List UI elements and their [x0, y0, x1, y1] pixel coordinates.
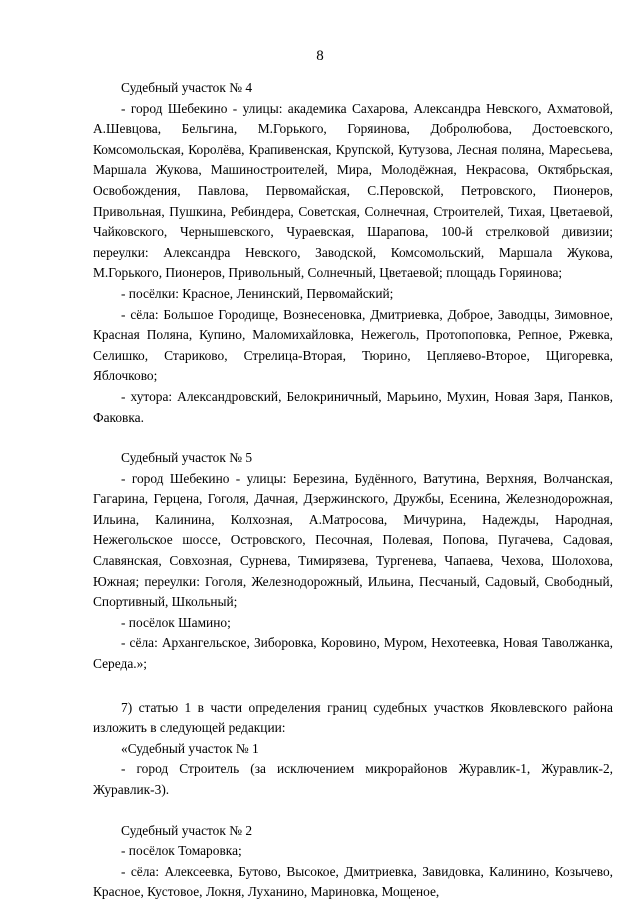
paragraph-city-stroitel: - город Строитель (за исключением микрорайонов Журавлик-1, Журавлик-2, Журавлик-3).: [93, 761, 613, 797]
page-number: 8: [316, 48, 324, 64]
paragraph-settlement-tomarovka: - посёлок Томаровка;: [121, 843, 242, 859]
document-body: [93, 78, 613, 903]
paragraph-settlements-4: - посёлки: Красное, Ленинский, Первомайский;: [121, 285, 394, 301]
paragraph-villages-5: - сёла: Архангельское, Зиборовка, Коровино, Муром, Нехотеевка, Новая Таволжанка, Середа.»;: [93, 635, 613, 672]
paragraph-villages-2: - сёла: Алексеевка, Бутово, Высокое, Дмитриевка, Завидовка, Калинино, Козычево, Красное, Кустовое, Локня, Луханино, Мариновка, Мощеное,: [93, 863, 613, 900]
section-heading-4: Судебный участок № 4: [121, 80, 253, 95]
paragraph-city-streets-5: - город Шебекино - улицы: Березина, Будённого, Ватутина, Верхняя, Волчанская, Гагарина, Герцена, Гоголя, Дачная, Дзержинского, Дружбы, Есенина, Железнодорожная, Ильина, Калинина, Колхозная, А.Матросова, Мичурина, Надежды, Народная, Нежегольское шоссе, Островского, Песочная, Полевая, Попова, Пугачева, Садовая, Славянская, Совхозная, Сурнева, Тимирязева, Тургенева, Чапаева, Чехова, Шолохова, Южная; переулки: Гоголя, Железнодорожный, Ильина, Песчаный, Садовый, Свободный, Спортивный, Школьный;: [93, 470, 613, 610]
article-paragraph: 7) статью 1 в части определения границ судебных участков Яковлевского района изложить в следующей редакции:: [93, 699, 613, 736]
paragraph-farmsteads-4: - хутора: Александровский, Белокриничный, Марьино, Мухин, Новая Заря, Панков, Факовка.: [93, 388, 613, 425]
paragraph-settlement-5: - посёлок Шамино;: [121, 614, 231, 630]
spacer: [93, 428, 613, 448]
new-section-heading-1: «Судебный участок № 1: [121, 740, 259, 756]
spacer: [93, 801, 613, 821]
paragraph-villages-4: - сёла: Большое Городище, Вознесеновка, Дмитриевка, Доброе, Заводцы, Зимовное, Красная Поляна, Купино, Маломихайловка, Нежеголь, Протопоповка, Репное, Ржевка, Селишко, Стариково, Стрелица-Вторая, Тюрино, Цепляево-Второе, Щигоревка, Яблочково;: [93, 306, 613, 384]
paragraph-city-streets-4: - город Шебекино - улицы: академика Сахарова, Александра Невского, Ахматовой, А.Шевцова, Бельгина, М.Горького, Горяинова, Добролюбова, Достоевского, Комсомольская, Королёва, Крапивенская, Крупской, Кутузова, Лесная поляна, Маресьева, Маршала Жукова, Машиностроителей, Мира, Молодёжная, Некрасова, Октябрьская, Освобождения, Павлова, Первомайская, С.Перовской, Петровского, Пионеров, Привольная, Пушкина, Ребиндера, Советская, Солнечная, Строителей, Тихая, Цветаевой, Чайковского, Чернышевского, Чураевская, Шарапова, 100-й стрелковой дивизии; переулки: Александра Невского, Заводской, Комсомольский, Маршала Жукова, М.Горького, Пионеров, Привольный, Солнечный, Цветаевой; площадь Горяинова;: [93, 100, 613, 281]
spacer: [93, 675, 613, 698]
section-heading-5: Судебный участок № 5: [121, 450, 253, 466]
new-section-heading-2: Судебный участок № 2: [121, 822, 253, 838]
